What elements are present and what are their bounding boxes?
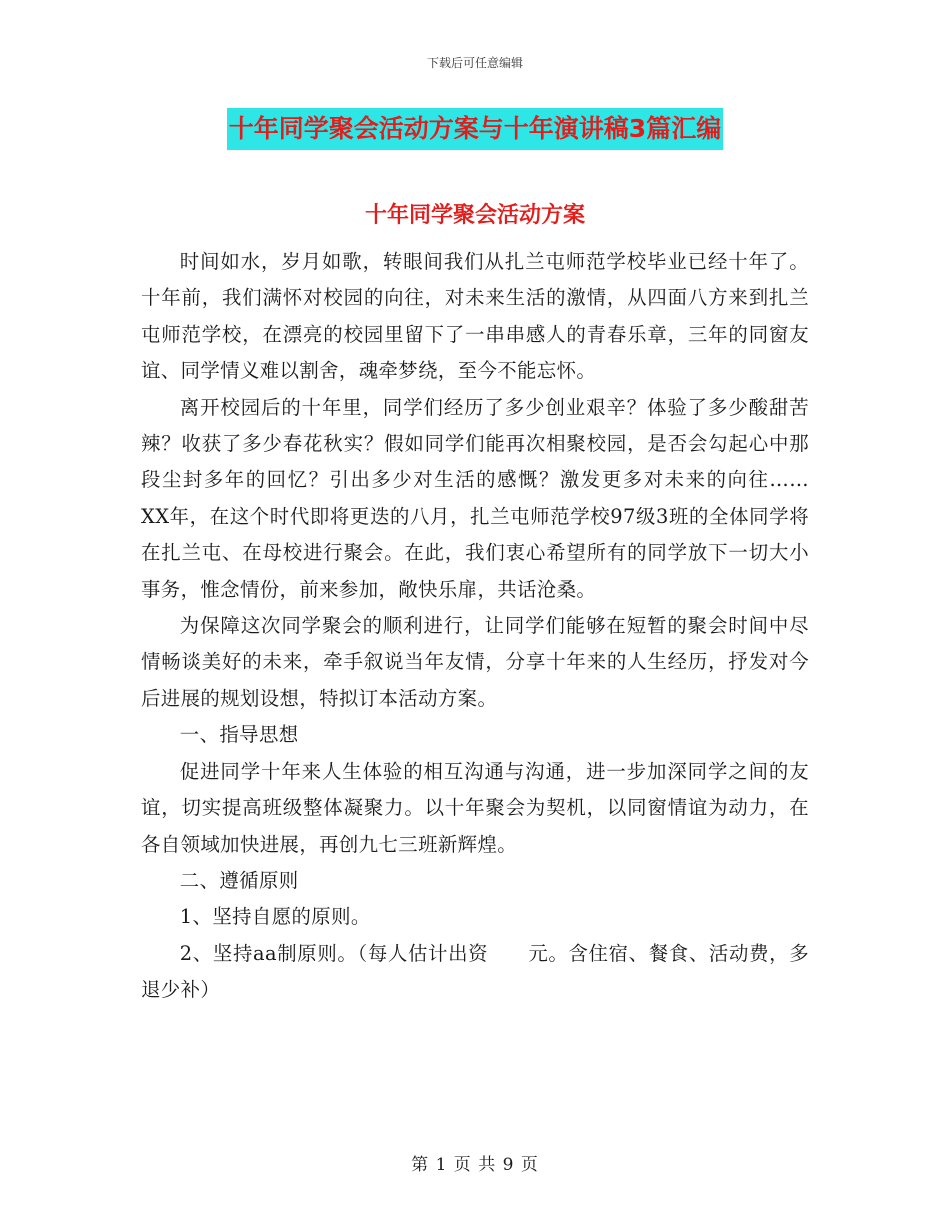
- paragraph-3: 为保障这次同学聚会的顺利进行，让同学们能够在短暂的聚会时间中尽情畅谈美好的未来，牵手叙说当年友情，分享十年来的人生经历，抒发对今后进展的规划设想，特拟订本活动方案。: [141, 614, 809, 710]
- main-title-wrapper: [0, 108, 950, 150]
- paragraph-1: 时间如水，岁月如歌，转眼间我们从扎兰屯师范学校毕业已经十年了。十年前，我们满怀对校园的向往，对未来生活的激情，从四面八方来到扎兰屯师范学校，在漂亮的校园里留下了一串串感人的青春乐章，三年的同窗友谊、同学情义难以割舍，魂牵梦绕，至今不能忘怀。: [141, 250, 809, 383]
- heading-guiding-ideology: 一、指导思想: [179, 723, 299, 747]
- principle-2: 2、坚持aa制原则。（每人估计出资 元。含住宿、餐食、活动费，多退少补）: [141, 941, 809, 1002]
- heading-principles: 二、遵循原则: [179, 868, 299, 892]
- paragraph-4: 促进同学十年来人生体验的相互沟通与沟通，进一步加深同学之间的友谊，切实提高班级整体凝聚力。以十年聚会为契机，以同窗情谊为动力，在各自领域加快进展，再创九七三班新辉煌。: [141, 759, 809, 856]
- body-text: [141, 244, 829, 1009]
- paragraph-2: 离开校园后的十年里，同学们经历了多少创业艰辛？体验了多少酸甜苦辣？收获了多少春花秋实？假如同学们能再次相聚校园，是否会勾起心中那段尘封多年的回忆？引出多少对生活的感慨？激发更多对未来的向往…… XX年，在这个时代即将更迭的八月，扎兰屯师范学校97级3班的全体同学将在扎兰屯、在母校进行聚会。在此，我们衷心希望所有的同学放下一切大小事务，惟念情份，前来参加，敞快乐扉，共话沧桑。: [141, 395, 829, 601]
- section-title: 十年同学聚会活动方案: [364, 203, 585, 228]
- page-footer: 第 1 页 共 9 页: [411, 1155, 539, 1175]
- principle-1: 1、坚持自愿的原则。: [179, 905, 371, 929]
- main-title: 十年同学聚会活动方案与十年演讲稿3篇汇编: [227, 108, 723, 150]
- header-note: 下载后可任意编辑: [426, 56, 523, 70]
